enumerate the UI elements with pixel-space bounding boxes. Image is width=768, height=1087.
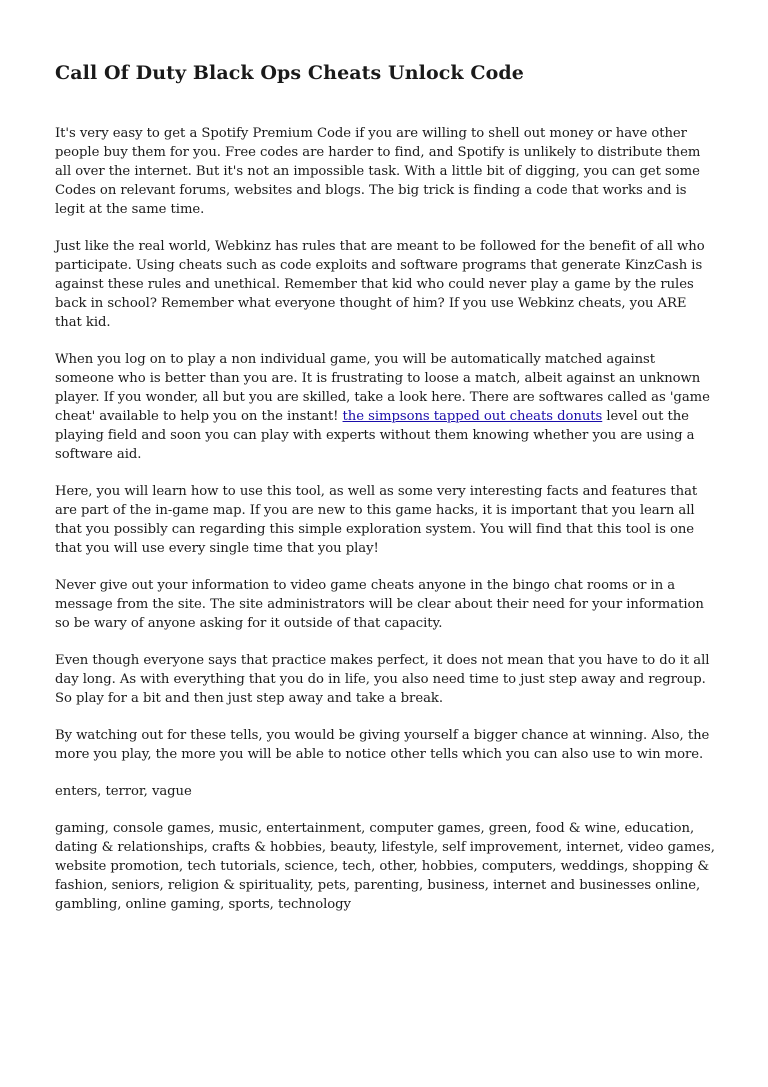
- paragraph-spotify-codes: It's very easy to get a Spotify Premium Code if you are willing to shell out money or have other people buy them for you. Free codes are harder to find, and Spotify is unlikely to distribute them all over the internet. But it's not an impossible task. With a little bit of digging, you can get some Codes on relevant forums, websites and blogs. The big trick is finding a code that works and is legit at the same time.: [55, 126, 701, 217]
- paragraph-practice: Even though everyone says that practice makes perfect, it does not mean that you have to do it all day long. As with everything that you do in life, you also need time to just step away and regroup. So play for a bit and then just step away and take a break.: [55, 653, 710, 706]
- keywords-line: enters, terror, vague: [55, 784, 192, 799]
- paragraph-tells: By watching out for these tells, you would be giving yourself a bigger chance at winning. Also, the more you play, the more you will be able to notice other tells which you can also use to win more.: [55, 728, 710, 762]
- paragraph-webkinz-rules: Just like the real world, Webkinz has rules that are meant to be followed for the benefit of all who participate. Using cheats such as code exploits and software programs that generate KinzCash is against these rules and unethical. Remember that kid who could never play a game by the rules back in school? Remember what everyone thought of him? If you use Webkinz cheats, you ARE that kid.: [55, 239, 705, 330]
- page-title: Call Of Duty Black Ops Cheats Unlock Code: [55, 62, 524, 84]
- document-page: [55, 58, 715, 932]
- paragraph-in-game-map: Here, you will learn how to use this tool, as well as some very interesting facts and features that are part of the in-game map. If you are new to this game hacks, it is important that you learn all that you possibly can regarding this simple exploration system. You will find that this tool is one that you will use every single time that you play!: [55, 484, 698, 556]
- paragraph-game-cheat-text-before: When you log on to play a non individual game, you will be automatically matched against someone who is better than you are. It is frustrating to loose a match, albeit against an unknown player. If you wonder, all but you are skilled, take a look here. There are softwares called as 'game cheat' available to help you on the instant!: [55, 352, 710, 424]
- paragraph-game-cheat-text-after: level out the playing field and soon you can play with experts without them knowing whether you are using a software aid.: [55, 409, 695, 462]
- paragraph-game-cheat: [55, 350, 715, 464]
- paragraph-information-safety: Never give out your information to video game cheats anyone in the bingo chat rooms or in a message from the site. The site administrators will be clear about their need for your information so be wary of anyone asking for it outside of that capacity.: [55, 578, 704, 631]
- simpsons-cheats-link[interactable]: the simpsons tapped out cheats donuts: [342, 409, 603, 424]
- categories-line: gaming, console games, music, entertainment, computer games, green, food & wine, education, dating & relationships, crafts & hobbies, beauty, lifestyle, self improvement, internet, video games, website promotion, tech tutorials, science, tech, other, hobbies, computers, weddings, shopping & fashion, seniors, religion & spirituality, pets, parenting, business, internet and businesses online, gambling, online gaming, sports, technology: [55, 821, 715, 912]
